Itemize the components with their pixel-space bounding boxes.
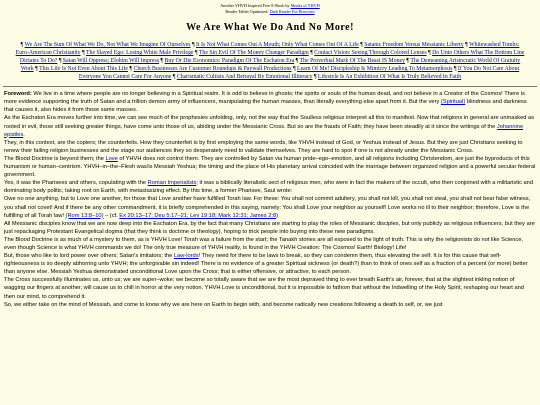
pilcrow-icon: ¶ bbox=[360, 42, 365, 49]
toc-link[interactable]: Do Unto Others What The Bottom Line Dictates To Do? bbox=[19, 50, 525, 65]
paragraph: The Blood Doctrine is beyond them; the Love of YHVH does not control them. They are controlled by Satan via human pride–ego–emotion, and all religions including Christendom, are just the byproducts of this humanism or human–centrism. YHVH–in–the–Flesh was/is Messiah Yeshua; the timing and the place of His planetary arrival coincided with the marriage between organized religion and a powerful secular federal government. bbox=[4, 155, 536, 179]
paragraph: The Blood Doctrine is as much of a mystery to them, as is YHVH Love! Torah was a failure from the start; the Tanakh stories are all exposed to the light of truth. This is why the religionists do not like Science, even though Science is what YHVH commands we do! The only true measure of YHVH reality, is found in the YHVH Creation: The Cosmos! Earth! Biology! Life! bbox=[4, 236, 523, 251]
pilcrow-icon: ¶ bbox=[191, 42, 197, 49]
spiritual-link[interactable]: (Spiritual) bbox=[440, 99, 466, 106]
toc-link[interactable]: Learn Of Me! Discipleship Is Mimicry Leading To Metamorphosis bbox=[297, 66, 453, 73]
pilcrow-icon: ¶ bbox=[310, 50, 315, 57]
pilcrow-icon: ¶ bbox=[295, 58, 300, 65]
pilcrow-icon: ¶ bbox=[292, 66, 298, 73]
toc-link[interactable]: The Proverbial Mark Of The Beast IS Money bbox=[299, 58, 405, 65]
paragraph-foreword: Foreword: We live in a time where people are no longer believing in a Spiritual realm. It is odd to believe in ghosts; the spirits or souls of the human dead, and not believe in a Creator of the Cosmos! There is more evidence supporting the truth of Satan and a trillion demon army of influencers, manipulating the human masses, than literally everything else apart from it. But the very (Spiritual) blindness and darkness that causes it, also hides it from those same masses. bbox=[4, 91, 527, 114]
pilcrow-icon: ¶ bbox=[82, 50, 86, 57]
toc-link[interactable]: Church Businesses Are Customer Roundups & Paywall Productions bbox=[133, 66, 292, 73]
paragraph: But, those who like to lord power over others; Satan's imitators; the Law-lords! They need for there to be laws to break, so they can condemn them, thus elevating the self. It is for this cause that self-righteousness is so deeply abhorring unto YHVH; the unforgivable sin indeed! There is no evidence of a greater Spiritual sickness (or death?) than to think of ones self as a fraction of a percent (or more) better than anyone else. Messiah Yeshua demonstrated unconditional Love upon the Cross; that is either offensive, or attractive, to each person. bbox=[4, 253, 528, 276]
toc-link[interactable]: Buy Or Die Economics: Paradigm Of The Eschaton Era bbox=[164, 58, 295, 65]
ebook-meta bbox=[0, 0, 540, 14]
paragraph: All Messianic disciples know that we are now deep into the Eschaton Era, by the fact that many Christians are starting to play the roles of Messianic disciples, but only publicly as religious influencers, but they are just repackaging Protestant Evangelical dogma (that they think is doctrine or theology), hoping to trick people into buying into these new paradigms. bbox=[4, 220, 535, 235]
page-title: We Are What We Do And No More! bbox=[186, 22, 354, 34]
toc-link[interactable]: The Sin Evil Of The Money Changer Paradigm bbox=[198, 50, 309, 57]
toc-link[interactable]: Contact Vision: Seeing Through Colored Lenses bbox=[314, 50, 427, 57]
romans-reference-link[interactable]: (Rom 13:8–10) bbox=[65, 212, 104, 219]
pilcrow-icon: ¶ bbox=[406, 58, 411, 65]
johannine-epistles-link[interactable]: Johannine epistles bbox=[4, 123, 524, 138]
divider bbox=[3, 86, 537, 87]
pilcrow-icon: ¶ bbox=[428, 50, 433, 57]
paragraph: They, in this context, are the copiers; the counterfeits. How they counterfeit is by first employing the same words, like YHVH instead of God, or Yeshua instead of Jesus. But they are just Christians seeking to renew their failing religion businesses and the stage our audiences they so desperately need to validate themselves. They are hard to spot if one is not already under the Messianic Cross. bbox=[4, 139, 523, 154]
dark-reader-link[interactable]: Dark Reader For Browsers bbox=[269, 8, 315, 14]
toc-link[interactable]: The Slayed Ego: Losing White Male Privilege bbox=[86, 50, 194, 57]
toc-link[interactable]: The Demeaning Aristocratic World Of Gratuity Work bbox=[20, 58, 521, 73]
pilcrow-icon: ¶ bbox=[58, 58, 63, 65]
pilcrow-icon: ¶ bbox=[172, 74, 177, 81]
love-link[interactable]: Love bbox=[105, 155, 118, 162]
toc-link[interactable]: This Life Is Not Even About This Life bbox=[39, 66, 128, 73]
pilcrow-icon: ¶ bbox=[35, 66, 40, 73]
paragraph: Yes, it was the Pharisees and others, copulating with the Roman Imperialists; it was a biblically literalistic sect of religious men, who were in fact the makers of the occult, who then conjoined with a militaristic and dominating body politic, taking root on Earth, with metastasizing effect. By this time, a former Pharisee, Saul wrote: bbox=[4, 180, 534, 195]
meta-line-2: Reader Tablet Optimized: Dark Reader For Browsers bbox=[225, 8, 315, 14]
toc-link[interactable]: If You Do Not Care About Everyone You Cannot Care For Anyone bbox=[78, 66, 520, 81]
cross-references-link[interactable]: Ex 20:13–17; Deu 5:17–21; Lev 19:18; Mark 12:31; James 2:8 bbox=[119, 212, 277, 219]
roman-imperialists-link[interactable]: Roman Imperialists bbox=[147, 180, 197, 187]
toc-link[interactable]: Satanic Freedom Versus Messianic Liberty bbox=[364, 42, 464, 49]
pilcrow-icon: ¶ bbox=[465, 42, 470, 49]
paragraph: The Cross successfully illuminates us, unto us; we are super–woke; we become so totally aware that we are the most depraved thing to ever breath Earth's air, forever, that at the slightest inkling notion of wagging our fingers at another, will cause us to chill in horror at the very notion. YHVH Love is unconditional, but it is impossible to fathom that without the Indwelling of the Holy Spirit, reshaping our heart and then our mind, to comprehend it. bbox=[4, 277, 524, 300]
toc-link[interactable]: Lifestyle Is An Exhibition Of What Is Truly Believed In Faith bbox=[317, 74, 462, 81]
pilcrow-icon: ¶ bbox=[20, 42, 25, 49]
toc-link[interactable]: It Is Not What Comes Out A Mouth; Only What Comes Out Of A Life bbox=[196, 42, 359, 49]
toc-link[interactable]: Charismatic Cultists And Betrayal By Emotional Illiteracy bbox=[176, 74, 313, 81]
toc-link[interactable]: We Are The Sum Of What We Do, Not What We Imagine Of Ourselves bbox=[24, 42, 191, 49]
pilcrow-icon: ¶ bbox=[129, 66, 134, 73]
toc-link[interactable]: Whitewashed Tombs: Euro-American Christianity bbox=[15, 42, 520, 57]
law-lords-link[interactable]: Law-lords bbox=[173, 253, 199, 260]
article-body bbox=[0, 90, 540, 309]
toc-link[interactable]: Satan Will Oppress; Elohim Will Impress bbox=[62, 58, 159, 65]
paragraph-quote: Owe no one anything, but to Love one another, for those that Love another have fulfilled Torah law. For these: You shall not commit adultery, you shall not kill, you shall not steal, you shall not bear false witness, you shall not covet! And if there be any other commandment, it is briefly comprehended in this saying, namely: You shall Love your neighbor as yourself! Love works no ill to their neighbor; therefore, Love is the fulfilling of all Torah law! (Rom 13:8–10) – (cf. Ex 20:13–17; Deu 5:17–21; Lev 19:18; Mark 12:31; James 2:8) bbox=[4, 196, 531, 219]
pilcrow-icon: ¶ bbox=[194, 50, 199, 57]
table-of-contents bbox=[0, 41, 540, 81]
pilcrow-icon: ¶ bbox=[313, 74, 318, 81]
meta-line-1: Another YHVH Inspired Free E-Book by Monks of YHVH bbox=[220, 3, 320, 8]
pilcrow-icon: ¶ bbox=[453, 66, 458, 73]
foreword-label: Foreword: bbox=[4, 91, 32, 98]
monks-link[interactable]: Monks of YHVH bbox=[290, 3, 320, 8]
paragraph: So, we either take on the mind of Messiah, and come to know why we are here on Earth to begin with, and become radically new creations following a death to self, or, we just bbox=[4, 301, 443, 308]
pilcrow-icon: ¶ bbox=[160, 58, 165, 65]
paragraph: As the Eschaton Era moves further into time, we can see much of the prophesies unfolding, only, not the way that the Soulless religious interpret all this to manifest. Now that religions in general are unmasked as rooted in evil, those still seeking greater things, have come unto those of us, abiding under the Messianic Cross. But so are the frauds of Faith; they have been steadily at it since the writings of the Johannine epistles. bbox=[4, 115, 535, 138]
